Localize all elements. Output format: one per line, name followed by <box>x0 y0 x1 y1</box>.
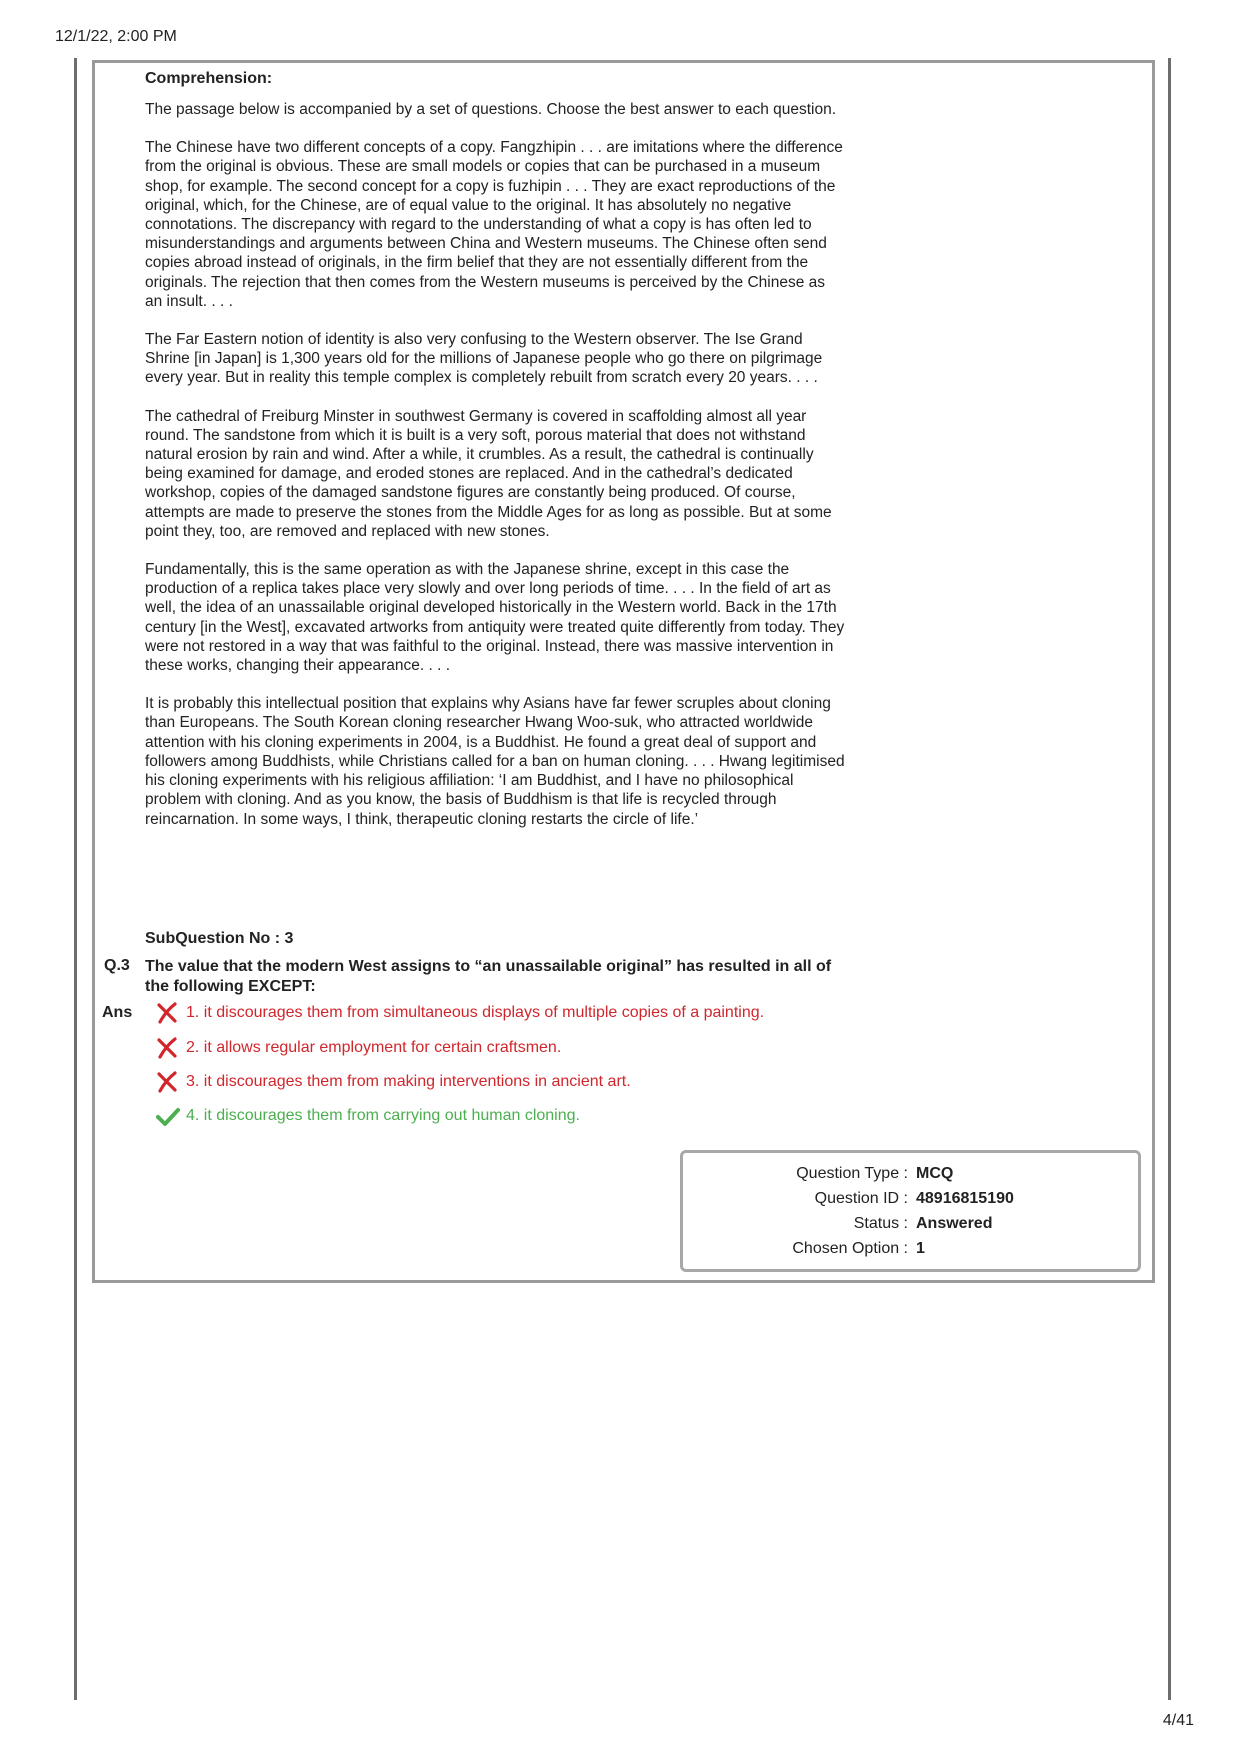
subquestion-number: SubQuestion No : 3 <box>145 930 294 947</box>
option-text: 1. it discourages them from simultaneous displays of multiple copies of a painting. <box>186 1004 765 1021</box>
passage-paragraph: The cathedral of Freiburg Minster in southwest Germany is covered in scaffolding almost all year round. The sandstone from which it is built is a very soft, porous material that does not withstand natural erosion by rain and wind. After a while, it crumbles. As a result, the cathedral is continually being examined for damage, and eroded stones are replaced. And in the cathedral’s dedicated workshop, copies of the damaged sandstone figures are constantly being produced. Of course, attempts are made to preserve the stones from the Middle Ages for as long as possible. But at some point they, too, are removed and replaced with new stones. <box>145 407 832 540</box>
right-margin-rule <box>1168 58 1171 1700</box>
info-value: 1 <box>916 1240 925 1257</box>
answer-label: Ans <box>102 1004 133 1021</box>
info-label: Question ID : <box>814 1190 908 1207</box>
option-text: 2. it allows regular employment for certain craftsmen. <box>186 1039 562 1056</box>
option-3 <box>156 1071 631 1093</box>
page-number: 4/41 <box>1162 1712 1194 1729</box>
option-1 <box>156 1002 764 1024</box>
comprehension-section <box>145 70 845 848</box>
question-number: Q.3 <box>104 957 130 974</box>
info-value: Answered <box>916 1215 993 1232</box>
option-2 <box>156 1037 561 1059</box>
question-info-box <box>680 1150 1141 1272</box>
cross-icon <box>156 1071 180 1093</box>
passage-paragraph: Fundamentally, this is the same operation as with the Japanese shrine, except in this case the production of a replica takes place very slowly and over long periods of time. . . . In the field of art as well, the idea of an unassailable original developed historically in the Western world. Back in the 17th century [in the West], excavated artworks from antiquity were treated quite differently from today. They were not restored in a way that was faithful to the original. Instead, there was massive intervention in these works, changing their appearance. . . . <box>145 561 845 675</box>
cross-icon <box>156 1002 180 1024</box>
info-value: MCQ <box>916 1165 954 1182</box>
option-text: 3. it discourages them from making interventions in ancient art. <box>186 1073 631 1090</box>
comprehension-heading: Comprehension: <box>145 70 273 87</box>
option-4 <box>156 1105 580 1127</box>
option-text: 4. it discourages them from carrying out human cloning. <box>186 1107 580 1124</box>
passage-paragraph: It is probably this intellectual position that explains why Asians have far fewer scruples about cloning than Europeans. The South Korean cloning researcher Hwang Woo-suk, who attracted worldwide attention with his cloning experiments in 2004, is a Buddhist. He found a great deal of support and followers among Buddhists, while Christians called for a ban on human cloning. . . . Hwang legitimised his cloning experiments with his religious affiliation: ‘I am Buddhist, and I have no philosophical problem with cloning. And as you know, the basis of Buddhism is that life is recycled through reincarnation. In some ways, I think, therapeutic cloning restarts the circle of life.’ <box>145 695 845 828</box>
print-date: 12/1/22, 2:00 PM <box>55 28 177 45</box>
info-label: Chosen Option : <box>792 1240 908 1257</box>
passage-paragraph: The Far Eastern notion of identity is also very confusing to the Western observer. The Ise Grand Shrine [in Japan] is 1,300 years old for the millions of Japanese people who go there on pilgrimage every year. But in reality this temple complex is completely rebuilt from scratch every 20 years. . . . <box>145 331 823 387</box>
left-margin-rule <box>74 58 77 1700</box>
info-label: Status : <box>853 1215 908 1232</box>
passage-paragraph: The Chinese have two different concepts of a copy. Fangzhipin . . . are imitations where the difference from the original is obvious. These are small models or copies that can be purchased in a museum shop, for example. The second concept for a copy is fuzhipin . . . They are exact reproductions of the original, which, for the Chinese, are of equal value to the original. It has absolutely no negative connotations. The discrepancy with regard to the understanding of what a copy is has often led to misunderstandings and arguments between China and Western museums. The Chinese often send copies abroad instead of originals, in the firm belief that they are not essentially different from the originals. The rejection that then comes from the Western museums is perceived by the Chinese as an insult. . . . <box>145 139 843 310</box>
info-label: Question Type : <box>796 1165 908 1182</box>
question-text: The value that the modern West assigns to “an unassailable original” has resulted in all of the following EXCEPT: <box>145 958 832 995</box>
passage-paragraph: The passage below is accompanied by a set of questions. Choose the best answer to each question. <box>145 101 837 118</box>
check-icon <box>156 1105 180 1127</box>
cross-icon <box>156 1037 180 1059</box>
info-value: 48916815190 <box>916 1190 1014 1207</box>
